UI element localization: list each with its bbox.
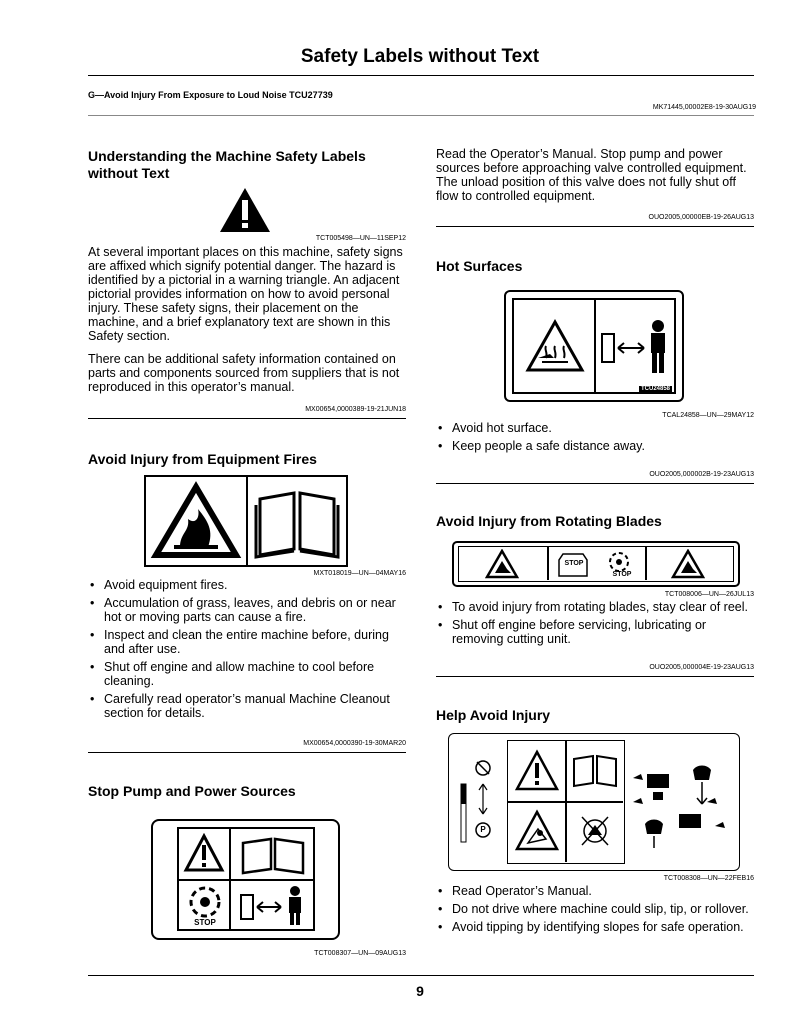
fires-ref: MX00654,0000390-19-30MAR20 [303, 740, 406, 747]
fire-warning-icon [150, 481, 242, 561]
section-understanding [88, 148, 406, 182]
rotating-blade-warning-icon [485, 549, 519, 579]
blades-heading: Avoid Injury from Rotating Blades [436, 513, 662, 529]
stop-pump-fig-ref: TCT008307—UN—09AUG13 [314, 950, 406, 957]
section-rule [88, 418, 406, 419]
footer-rule [88, 975, 754, 976]
hot-bullets [436, 421, 758, 457]
fires-heading: Avoid Injury from Equipment Fires [88, 451, 317, 467]
list-item: • Keep people a safe distance away. [436, 439, 758, 453]
hot-surface-safety-label [504, 290, 684, 402]
understanding-para1: At several important places on this machine, safety signs are affixed which signify potential danger. The hazard is identified by a pictorial in a warning triangle. An adjacent pictorial provides information on how to avoid personal injury. These safety signs, their placement on the machine, and a brief explanatory text are shown in this Safety section. [88, 245, 403, 343]
fires-fig-ref: MXT018019—UN—04MAY16 [313, 570, 406, 577]
keep-distance-icon [239, 885, 309, 927]
warning-triangle-icon [218, 186, 272, 234]
header-ref: MK71445,00002E8-19-30AUG19 [652, 104, 756, 111]
tip-over-warning-icon [514, 809, 560, 853]
fire-safety-label [144, 475, 348, 567]
label-code: TCU24858 [640, 386, 670, 392]
rotating-blades-safety-label [452, 541, 740, 587]
stop-pump-ref: OUO2005,00000EB-19-26AUG13 [648, 214, 754, 221]
read-manual-icon [570, 753, 620, 789]
slope-indicator-icon [459, 758, 493, 848]
list-item: • Do not drive where machine could slip, tip, or rollover. [436, 902, 758, 916]
stop-pump-heading: Stop Pump and Power Sources [88, 783, 296, 799]
help-heading: Help Avoid Injury [436, 707, 551, 723]
understanding-fig-ref: TCT005498—UN—11SEP12 [315, 235, 406, 242]
section-rule [436, 226, 754, 227]
read-manual-icon [237, 835, 309, 875]
list-item: • Avoid tipping by identifying slopes for safe operation. [436, 920, 758, 934]
read-manual-icon [254, 485, 340, 559]
fires-bullets [88, 578, 410, 724]
section-rule [436, 676, 754, 677]
section-rule [436, 483, 754, 484]
warning-triangle-icon [183, 833, 225, 875]
stop-pump-safety-label [151, 819, 340, 940]
list-item: • Carefully read operator’s manual Machine Cleanout section for details. [88, 692, 410, 720]
list-item: • Read Operator’s Manual. [436, 884, 758, 898]
stop-label-2: STOP [612, 571, 632, 578]
help-fig-ref: TCT008308—UN—22FEB16 [663, 875, 754, 882]
title-rule [88, 75, 754, 76]
page-number: 9 [416, 983, 424, 999]
stop-label: STOP [564, 560, 584, 567]
p-label: P [480, 825, 486, 834]
blades-fig-ref: TCT008006—UN—26JUL13 [664, 591, 754, 598]
no-rollover-icon [572, 807, 618, 855]
rotating-blade-warning-icon-2 [671, 549, 705, 579]
page-title: Safety Labels without Text [300, 46, 540, 67]
stop-label: STOP [194, 918, 216, 927]
help-bullets [436, 884, 758, 938]
blades-ref: OUO2005,000004E-19-23AUG13 [649, 664, 754, 671]
hot-surface-icon [524, 318, 586, 374]
warning-triangle-icon [514, 749, 560, 793]
stop-pump-para: Read the Operator’s Manual. Stop pump and power sources before approaching valve controlled equipment. The unload position of this valve does not fully shut off flow to controlled equipment. [436, 147, 747, 203]
hot-fig-ref: TCAL24858—UN—29MAY12 [662, 412, 754, 419]
understanding-para2: There can be additional safety information contained on parts and components sourced from suppliers that is not reproduced in this operator’s manual. [88, 352, 400, 394]
header-rule [88, 115, 754, 116]
header-line: G—Avoid Injury From Exposure to Loud Noise TCU27739 [88, 90, 333, 100]
understanding-ref: MX00654,0000389-19-21JUN18 [305, 406, 406, 413]
hot-heading: Hot Surfaces [436, 258, 523, 274]
list-item: • Shut off engine and allow machine to cool before cleaning. [88, 660, 410, 688]
list-item: • Accumulation of grass, leaves, and debris on or near hot or moving parts can cause a fire. [88, 596, 410, 624]
list-item: • Avoid hot surface. [436, 421, 758, 435]
understanding-heading: Understanding the Machine Safety Labels without Text [88, 148, 366, 181]
blades-bullets [436, 600, 758, 650]
list-item: • Avoid equipment fires. [88, 578, 410, 592]
help-avoid-injury-safety-label [448, 733, 740, 871]
slope-diagram-icon [631, 764, 731, 856]
list-item: • Shut off engine before servicing, lubricating or removing cutting unit. [436, 618, 758, 646]
keep-distance-icon [600, 318, 672, 376]
section-rule [88, 752, 406, 753]
hot-ref: OUO2005,000002B-19-23AUG13 [649, 471, 754, 478]
list-item: • Inspect and clean the entire machine before, during and after use. [88, 628, 410, 656]
list-item: • To avoid injury from rotating blades, stay clear of reel. [436, 600, 758, 614]
